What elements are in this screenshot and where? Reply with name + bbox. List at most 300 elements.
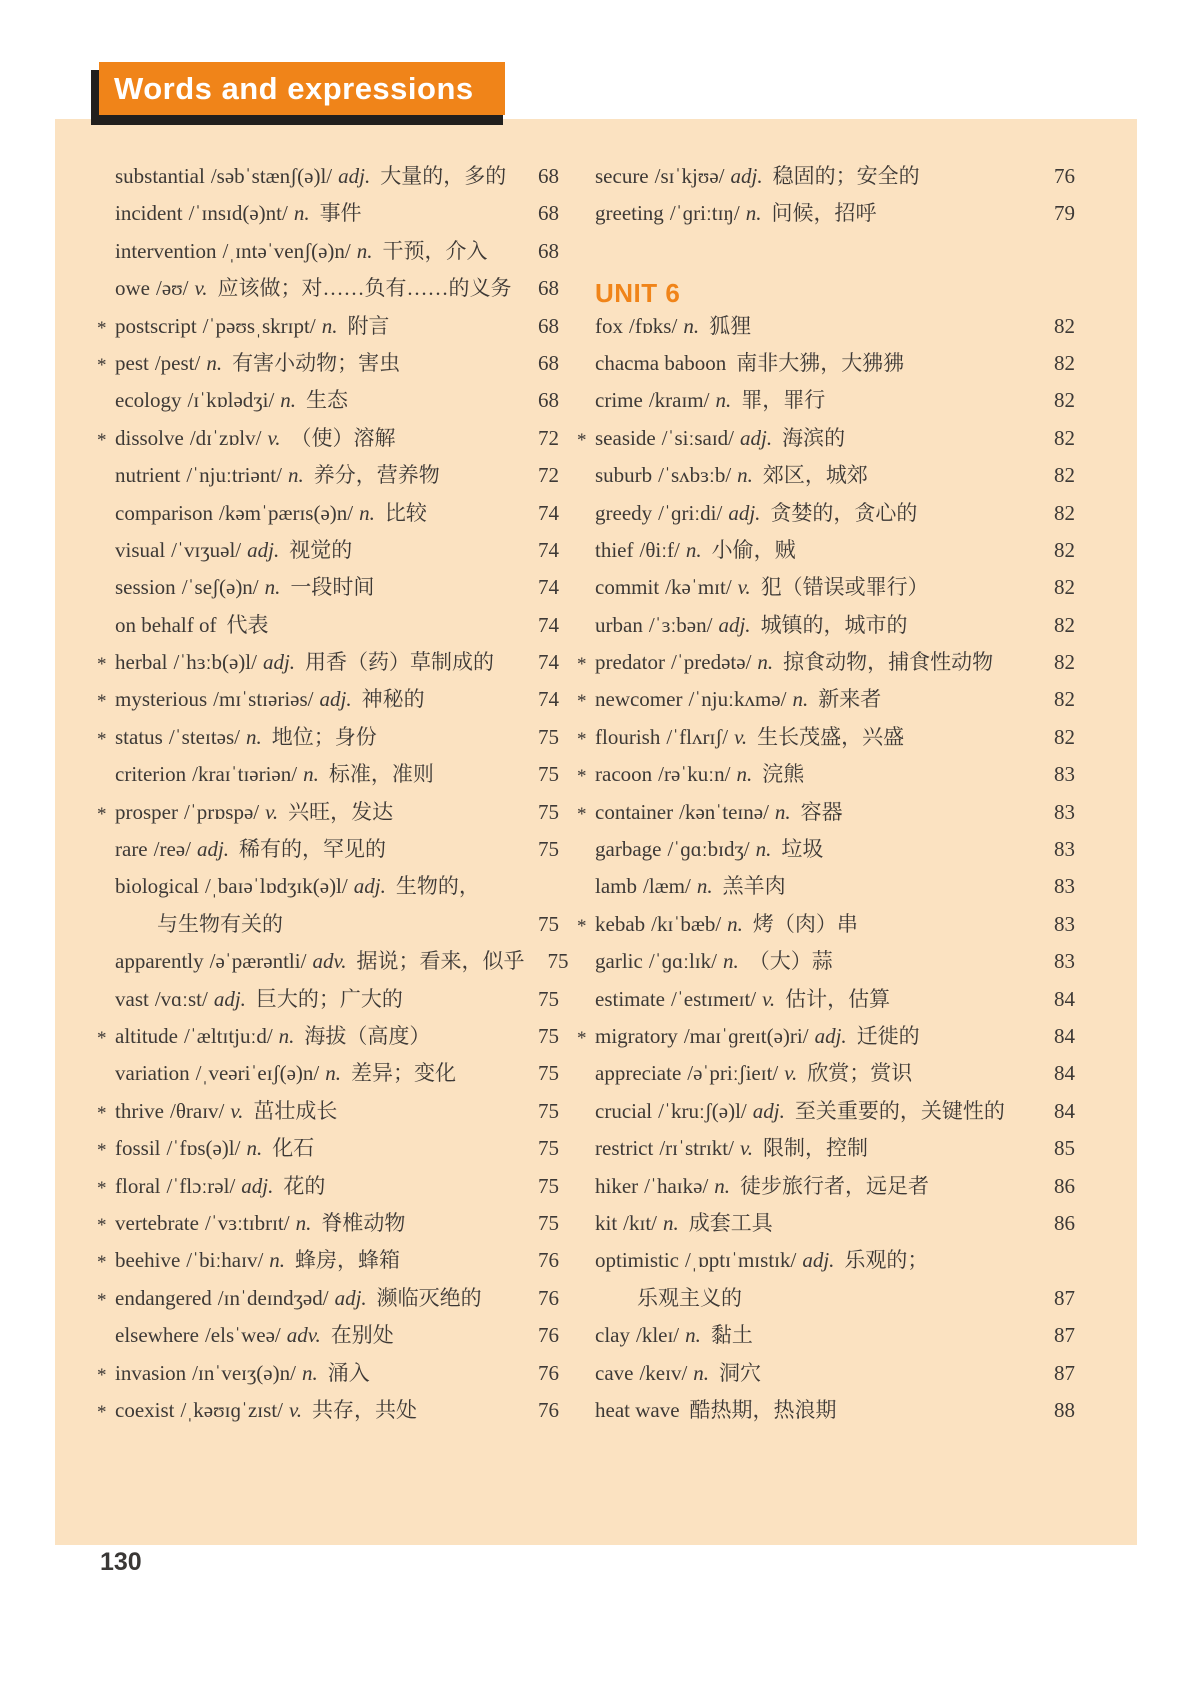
phonetic-text: /ˌveəriˈeɪʃ(ə)n/	[195, 1061, 320, 1086]
vocab-entry	[595, 1168, 1031, 1205]
star-marker: *	[97, 317, 107, 339]
word-text: greeting	[595, 201, 664, 226]
word-text: fox	[595, 313, 623, 338]
definition-text: 涌入	[327, 1360, 370, 1385]
pos-label: n.	[301, 1360, 318, 1385]
pos-label: n.	[246, 724, 262, 749]
vocab-row	[97, 1392, 559, 1429]
phonetic-text: /əʊ/	[156, 276, 189, 301]
star-marker: *	[97, 1027, 107, 1049]
vocab-entry	[115, 457, 515, 494]
vocab-row	[97, 943, 569, 980]
vocab-entry	[595, 308, 1031, 345]
phonetic-text: /ɪnˈveɪʒ(ə)n/	[192, 1360, 296, 1385]
phonetic-text: /kəˈmɪt/	[665, 575, 732, 600]
vocab-row	[577, 1055, 1075, 1092]
word-text: thief	[595, 537, 634, 562]
vocab-row	[577, 158, 1075, 195]
vocab-row	[577, 382, 1075, 419]
page-ref: 75	[538, 724, 559, 749]
definition-text: 乐观的；	[844, 1248, 929, 1273]
definition-text: 掠食动物，捕食性动物	[783, 650, 994, 675]
word-text: on behalf of	[115, 612, 217, 637]
word-text: clay	[595, 1323, 630, 1348]
page-ref: 84	[1054, 1023, 1075, 1048]
page-ref: 88	[1054, 1397, 1075, 1422]
page-ref: 79	[1054, 201, 1075, 226]
star-marker: *	[97, 1102, 107, 1124]
phonetic-text: /kraɪˈtɪəriən/	[192, 762, 298, 787]
vocab-entry	[115, 756, 515, 793]
page-ref: 68	[538, 201, 559, 226]
definition-text: 兴旺，发达	[288, 799, 394, 824]
star-marker: *	[577, 654, 587, 676]
vocab-row	[577, 569, 1075, 606]
header-banner	[99, 62, 505, 115]
definition-text: 稀有的，罕见的	[239, 837, 387, 862]
word-text: seaside	[595, 425, 656, 450]
unit-section-row	[577, 270, 1075, 307]
star-marker: *	[97, 691, 107, 713]
star-marker: *	[97, 1401, 107, 1423]
page-ref: 82	[1054, 388, 1075, 413]
phonetic-text: /elsˈweə/	[204, 1323, 281, 1348]
vocab-entry	[595, 719, 1031, 756]
vocab-entry	[595, 1280, 1031, 1317]
phonetic-text: /kɪˈbæb/	[651, 911, 722, 936]
vocab-entry	[595, 794, 1031, 831]
word-text: prosper	[115, 799, 178, 824]
pos-label: adj.	[213, 986, 246, 1011]
star-marker: *	[97, 1252, 107, 1274]
vocab-row	[97, 1242, 559, 1279]
vocab-entry	[595, 868, 1031, 905]
vocab-entry	[115, 868, 515, 905]
word-text: migratory	[595, 1023, 678, 1048]
vocab-row	[97, 233, 559, 270]
word-text: owe	[115, 276, 150, 301]
page-ref: 75	[538, 911, 559, 936]
word-text: apparently	[115, 949, 204, 974]
vocab-row	[97, 1055, 559, 1092]
star-marker: *	[97, 803, 107, 825]
definition-text: 烤（肉）串	[752, 911, 858, 936]
definition-text: 南非大狒，大狒狒	[736, 350, 905, 375]
pos-label: n.	[287, 463, 304, 488]
page-ref: 72	[538, 463, 559, 488]
vocab-row	[577, 1355, 1075, 1392]
page-ref: 75	[538, 1173, 559, 1198]
pos-label: v.	[267, 425, 281, 450]
spacer-row	[577, 233, 1075, 270]
vocab-row	[97, 756, 559, 793]
phonetic-text: /ˈestɪmeɪt/	[670, 986, 757, 1011]
vocab-entry	[115, 1093, 515, 1130]
definition-text: 与生物有关的	[157, 911, 283, 936]
word-text: secure	[595, 164, 649, 188]
vocab-entry	[595, 382, 1031, 419]
page-ref: 83	[1054, 837, 1075, 862]
pos-label: n.	[663, 1210, 679, 1235]
vocab-row	[577, 943, 1075, 980]
pos-label: v.	[194, 276, 208, 301]
vocab-row	[577, 1093, 1075, 1130]
vocab-row	[577, 981, 1075, 1018]
definition-text: 一段时间	[290, 575, 375, 600]
word-text: newcomer	[595, 687, 683, 712]
page-ref: 76	[538, 1285, 559, 1310]
pos-label: n.	[745, 201, 762, 226]
vocab-entry	[115, 1168, 515, 1205]
vocab-row	[97, 158, 559, 195]
word-text: incident	[115, 201, 183, 226]
word-text: commit	[595, 575, 660, 600]
word-text: beehive	[115, 1248, 181, 1273]
definition-text: 郊区，城郊	[762, 463, 868, 488]
word-text: heat wave	[595, 1397, 680, 1422]
page-ref: 74	[538, 537, 559, 562]
page-ref: 72	[538, 425, 559, 450]
vocab-row	[577, 420, 1075, 457]
vocab-entry	[595, 831, 1031, 868]
pos-label: n.	[722, 949, 739, 974]
vocab-row	[577, 1168, 1075, 1205]
vocab-entry	[115, 1242, 515, 1279]
vocab-entry	[595, 1130, 1031, 1167]
word-text: elsewhere	[115, 1323, 199, 1348]
word-text: lamb	[595, 874, 637, 899]
word-text: kit	[595, 1210, 618, 1235]
definition-text: 欣赏；赏识	[807, 1061, 913, 1086]
page-ref: 75	[538, 986, 559, 1011]
pos-label: n.	[264, 575, 281, 600]
vocab-entry	[595, 420, 1031, 457]
phonetic-text: /ˈvɜːtɪbrɪt/	[204, 1210, 290, 1235]
pos-label: v.	[762, 986, 776, 1011]
pos-label: adj.	[740, 425, 773, 450]
phonetic-text: /ˈprɒspə/	[183, 799, 260, 824]
vocab-entry	[115, 1280, 515, 1317]
vocab-entry	[595, 345, 1031, 382]
vocab-row	[97, 1093, 559, 1130]
phonetic-text: /pest/	[154, 350, 201, 375]
vocab-entry	[115, 1018, 515, 1055]
pos-label: adj.	[730, 164, 763, 188]
phonetic-text: /læm/	[643, 874, 691, 899]
star-marker: *	[577, 691, 587, 713]
word-text: garbage	[595, 837, 662, 862]
vocab-entry	[115, 270, 515, 307]
pos-label: adj.	[802, 1248, 835, 1273]
page-ref: 75	[538, 837, 559, 862]
pos-label: adj.	[262, 650, 296, 675]
word-text: container	[595, 799, 674, 824]
phonetic-text: /əˈpriːʃieɪt/	[687, 1061, 779, 1086]
phonetic-text: /ɪnˈdeɪndʒəd/	[217, 1285, 329, 1310]
page-ref: 82	[1054, 313, 1075, 338]
phonetic-text: /ˌɪntəˈvenʃ(ə)n/	[222, 238, 351, 263]
word-text: floral	[115, 1173, 161, 1198]
vocab-entry	[115, 794, 515, 831]
vocab-entry	[115, 1055, 515, 1092]
pos-label: n.	[714, 1173, 731, 1198]
vocab-row	[577, 1280, 1075, 1317]
phonetic-text: /rəˈkuːn/	[658, 762, 731, 787]
vocab-row	[97, 1280, 559, 1317]
vocab-row	[577, 681, 1075, 718]
vocab-column-right	[577, 158, 1075, 1429]
page-number-footer: 130	[100, 1548, 142, 1576]
definition-text: 干预，介入	[382, 238, 488, 263]
pos-label: n.	[685, 1323, 701, 1348]
vocab-entry	[115, 382, 515, 419]
page-ref: 86	[1054, 1210, 1075, 1235]
vocab-entry	[115, 607, 515, 644]
page-ref: 76	[538, 1248, 559, 1273]
page-ref: 83	[1054, 762, 1075, 787]
star-marker: *	[577, 1027, 587, 1049]
phonetic-text: /səbˈstænʃ(ə)l/	[210, 164, 333, 188]
phonetic-text: /ˈpəʊsˌskrɪpt/	[202, 313, 316, 338]
phonetic-text: /kleɪ/	[635, 1323, 680, 1348]
vocab-entry	[115, 681, 515, 718]
page-title: Words and expressions	[114, 70, 474, 106]
pos-label: n.	[737, 463, 753, 488]
vocab-entry	[595, 1205, 1031, 1242]
definition-text: 花的	[283, 1173, 326, 1198]
star-marker: *	[577, 803, 587, 825]
vocab-row	[97, 495, 559, 532]
word-text: greedy	[595, 500, 653, 525]
word-text: dissolve	[115, 425, 184, 450]
pos-label: n.	[206, 350, 223, 375]
phonetic-text: /vɑːst/	[154, 986, 208, 1011]
pos-label: n.	[727, 911, 743, 936]
vocab-entry	[115, 195, 515, 232]
page-ref: 82	[1054, 612, 1075, 637]
definition-text: 附言	[347, 313, 390, 338]
phonetic-text: /sɪˈkjʊə/	[654, 164, 725, 188]
vocab-row	[97, 719, 559, 756]
word-text: vertebrate	[115, 1210, 199, 1235]
word-text: predator	[595, 650, 665, 675]
phonetic-text: /ˈhaɪkə/	[644, 1173, 709, 1198]
vocab-row	[97, 308, 559, 345]
page-ref: 82	[1054, 425, 1075, 450]
definition-text: 视觉的	[289, 537, 353, 562]
definition-text: 神秘的	[361, 687, 425, 712]
definition-text: 稳固的；安全的	[772, 164, 920, 188]
unit-heading: UNIT 6	[595, 277, 681, 308]
pos-label: adv.	[312, 949, 347, 974]
definition-text: 大量的，多的	[380, 164, 507, 188]
vocab-row	[577, 532, 1075, 569]
vocab-entry	[595, 607, 1031, 644]
definition-text: 成套工具	[688, 1210, 773, 1235]
page-ref: 84	[1054, 1098, 1075, 1123]
phonetic-text: /ˈɡɑːlɪk/	[648, 949, 717, 974]
vocab-row	[97, 420, 559, 457]
page-ref: 76	[538, 1360, 559, 1385]
phonetic-text: /kənˈteɪnə/	[679, 799, 769, 824]
vocab-row	[97, 1130, 559, 1167]
vocab-row	[577, 756, 1075, 793]
word-text: kebab	[595, 911, 646, 936]
page-ref: 76	[1054, 164, 1075, 188]
page-ref: 83	[1054, 874, 1075, 899]
vocab-entry	[595, 1055, 1031, 1092]
phonetic-text: /ˈflɔːrəl/	[166, 1173, 236, 1198]
vocab-entry	[595, 1018, 1031, 1055]
phonetic-text: /maɪˈɡreɪt(ə)ri/	[683, 1023, 809, 1048]
vocab-entry	[115, 308, 515, 345]
vocab-row	[577, 345, 1075, 382]
pos-label: n.	[792, 687, 809, 712]
vocab-row	[97, 569, 559, 606]
vocab-entry	[115, 1317, 515, 1354]
pos-label: n.	[715, 388, 732, 413]
page-ref: 75	[538, 1098, 559, 1123]
page-ref: 75	[538, 1023, 559, 1048]
vocab-entry	[115, 420, 515, 457]
vocab-entry	[115, 495, 515, 532]
definition-text: 应该做；对……负有……的义务	[217, 276, 512, 301]
page-ref: 87	[1054, 1360, 1075, 1385]
vocab-row	[97, 906, 559, 943]
definition-text: 犯（错误或罪行）	[760, 575, 929, 600]
phonetic-text: /ˈvɪʒuəl/	[171, 537, 242, 562]
pos-label: adj.	[752, 1098, 785, 1123]
vocab-row	[97, 195, 559, 232]
vocab-entry	[115, 532, 515, 569]
pos-label: v.	[265, 799, 279, 824]
pos-label: n.	[693, 1360, 710, 1385]
phonetic-text: /ˈflʌrɪʃ/	[666, 724, 729, 749]
phonetic-text: /ˈsʌbɜːb/	[658, 463, 732, 488]
pos-label: n.	[757, 650, 774, 675]
vocab-entry	[595, 906, 1031, 943]
word-text: session	[115, 575, 176, 600]
vocab-row	[577, 868, 1075, 905]
definition-text: （大）蒜	[748, 949, 833, 974]
vocab-entry	[115, 1392, 515, 1429]
word-text: urban	[595, 612, 643, 637]
word-text: crucial	[595, 1098, 653, 1123]
vocab-row	[97, 532, 559, 569]
definition-text: 脊椎动物	[321, 1210, 406, 1235]
vocab-row	[577, 607, 1075, 644]
vocab-row	[97, 1018, 559, 1055]
vocab-entry	[595, 981, 1031, 1018]
page-ref: 68	[538, 388, 559, 413]
page-ref: 74	[538, 575, 559, 600]
word-text: suburb	[595, 463, 653, 488]
vocab-row	[577, 1130, 1075, 1167]
pos-label: v.	[739, 1136, 753, 1161]
phonetic-text: /θiːf/	[639, 537, 680, 562]
word-text: variation	[115, 1061, 190, 1086]
definition-text: 酷热期，热浪期	[689, 1397, 837, 1422]
definition-text: 生态	[306, 388, 349, 413]
word-text: thrive	[115, 1098, 164, 1123]
definition-text: 贪婪的，贪心的	[770, 500, 918, 525]
phonetic-text: /kraɪm/	[648, 388, 710, 413]
phonetic-text: /ˈɡriːtɪŋ/	[669, 201, 740, 226]
word-text: rare	[115, 837, 148, 862]
vocab-row	[97, 681, 559, 718]
pos-label: adj.	[718, 612, 751, 637]
word-text: intervention	[115, 238, 217, 263]
vocab-row	[577, 1242, 1075, 1279]
word-text: estimate	[595, 986, 665, 1011]
vocab-entry	[115, 1355, 515, 1392]
phonetic-text: /θraɪv/	[169, 1098, 225, 1123]
definition-text: 罪，罪行	[741, 388, 826, 413]
vocab-entry	[115, 569, 515, 606]
phonetic-text: /ˈfɒs(ə)l/	[166, 1136, 241, 1161]
word-text: vast	[115, 986, 149, 1011]
vocab-row	[97, 382, 559, 419]
vocab-entry	[595, 1392, 1031, 1429]
vocab-row	[97, 981, 559, 1018]
page-ref: 68	[538, 164, 559, 188]
definition-text: 小偷，贼	[711, 537, 796, 562]
vocab-entry	[595, 158, 1031, 195]
star-marker: *	[577, 766, 587, 788]
pos-label: n.	[295, 1210, 312, 1235]
phonetic-text: /kəmˈpærɪs(ə)n/	[218, 500, 354, 525]
page-ref: 85	[1054, 1136, 1075, 1161]
page-ref: 84	[1054, 986, 1075, 1011]
definition-text: 黏土	[710, 1323, 753, 1348]
pos-label: n.	[755, 837, 772, 862]
pos-label: n.	[321, 313, 338, 338]
phonetic-text: /ˌɒptɪˈmɪstɪk/	[685, 1248, 797, 1273]
phonetic-text: /ˈnjuːtriənt/	[186, 463, 282, 488]
word-text: optimistic	[595, 1248, 679, 1273]
phonetic-text: /rɪˈstrɪkt/	[659, 1136, 734, 1161]
vocab-entry	[115, 981, 515, 1018]
definition-text: 浣熊	[762, 762, 805, 787]
pos-label: n.	[356, 238, 373, 263]
pos-label: n.	[278, 1023, 295, 1048]
page-ref: 68	[538, 350, 559, 375]
page-ref: 74	[538, 500, 559, 525]
vocab-row	[577, 906, 1075, 943]
definition-text: 迁徙的	[856, 1023, 920, 1048]
page-ref: 83	[1054, 949, 1075, 974]
vocab-row	[577, 719, 1075, 756]
page-ref: 76	[538, 1323, 559, 1348]
page-ref: 75	[538, 799, 559, 824]
star-marker: *	[97, 1289, 107, 1311]
definition-text: 标准，准则	[328, 762, 434, 787]
page-ref: 87	[1054, 1323, 1075, 1348]
phonetic-text: /ˌkəʊɪɡˈzɪst/	[180, 1397, 283, 1422]
definition-text: 巨大的；广大的	[255, 986, 403, 1011]
phonetic-text: /ˈɪnsɪd(ə)nt/	[188, 201, 288, 226]
page-ref: 75	[538, 1061, 559, 1086]
phonetic-text: /ˈnjuːkʌmə/	[688, 687, 787, 712]
phonetic-text: /ˌbaɪəˈlɒdʒɪk(ə)l/	[204, 874, 348, 899]
phonetic-text: /ˈpredətə/	[670, 650, 752, 675]
pos-label: n.	[246, 1136, 263, 1161]
page-ref: 83	[1054, 799, 1075, 824]
vocab-entry	[115, 233, 515, 270]
word-text: criterion	[115, 762, 187, 787]
definition-text: 生物的，	[395, 874, 480, 899]
phonetic-text: /reə/	[153, 837, 191, 862]
